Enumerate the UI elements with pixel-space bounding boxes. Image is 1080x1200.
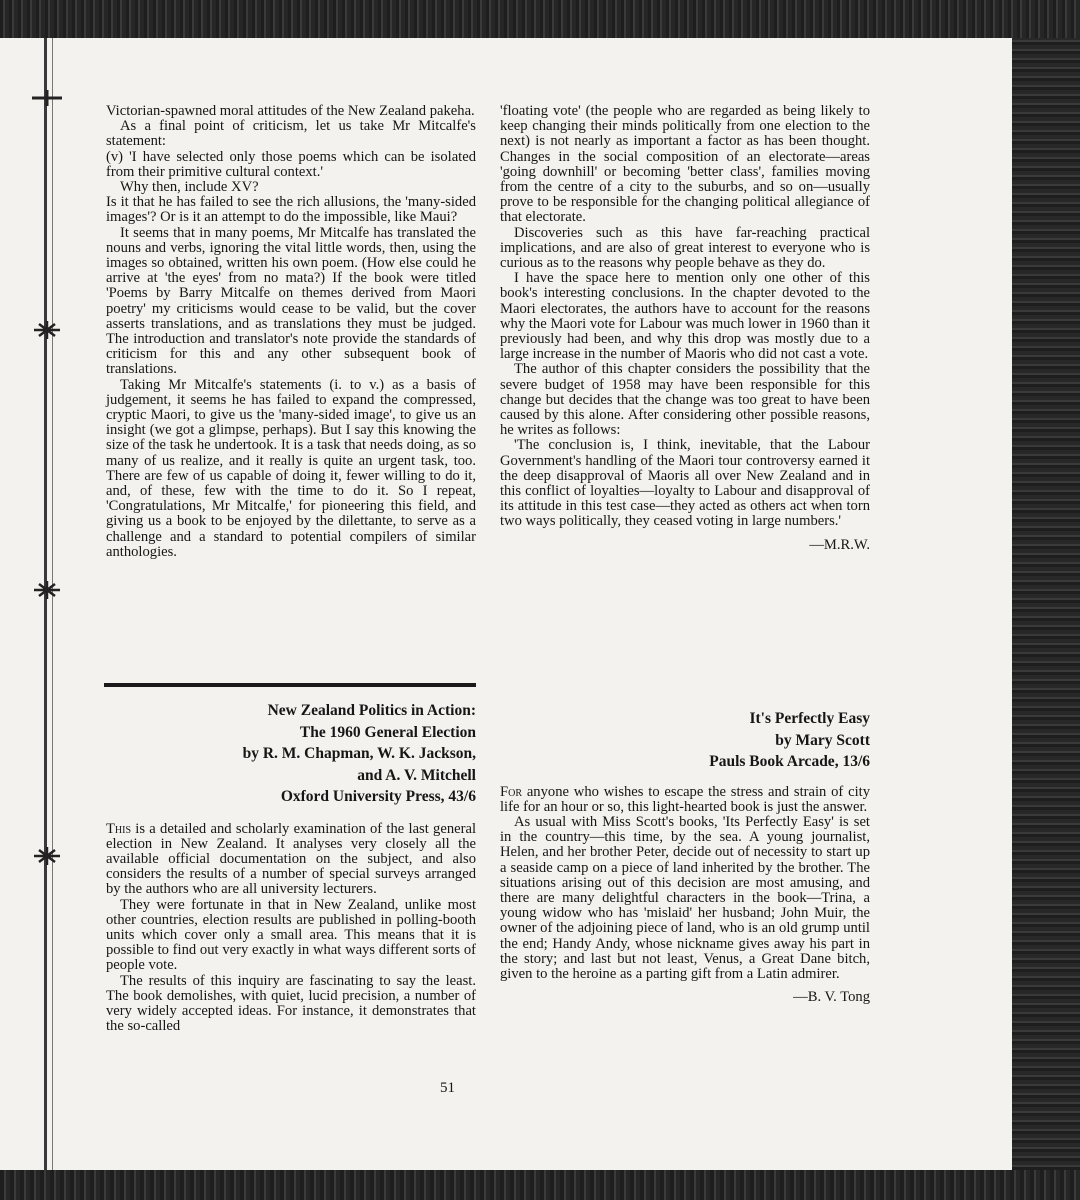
paragraph: As usual with Miss Scott's books, 'Its Perfectly Easy' is set in the country—this time, by the sea. A young journalist, Helen, and her brother Peter, decide out of necessity to start up a seaside camp on a piece of land inherited by the brother. The situations arising out of this decision are most amusing, and there are many delightful characters in the book—Trina, a young widow who has 'mislaid' her husband; John Muir, the owner of the adjoining piece of land, who is an old grump until the end; Handy Andy, whose nickname gives away his part in the story; and last but not least, Venus, a Great Dane bitch, given to the heroine as a parting gift from a Latin admirer. <box>500 813 870 982</box>
book-title: It's Perfectly Easy <box>749 710 870 727</box>
scan-border-bottom <box>0 1170 1080 1200</box>
paragraph: Is it that he has failed to see the rich allusions, the 'many-sided images'? Or is it an attempt to do the impossible, like Maui? <box>106 194 476 226</box>
book-publisher: Oxford University Press, 43/6 <box>280 788 476 805</box>
binding-ornament-icon <box>30 846 64 866</box>
binding-spine <box>44 38 47 1170</box>
paragraph: They were fortunate in that in New Zealand, unlike most other countries, election results are published in polling-booth units which cover only a small area. This means that it is possible to find out very exactly in what ways different sorts of people vote. <box>106 896 476 974</box>
paragraph-text: is a detailed and scholarly examination of the last general election in New Zealand. It analyses very closely all the available official documentation on the subject, and also considers the results of a number of special surveys arranged by the authors who are all university lecturers. <box>106 820 476 898</box>
paragraph-text: anyone who wishes to escape the stress and strain of city life for an hour or so, this light-hearted book is just the answer. <box>500 783 870 815</box>
quoted-statement: (v) 'I have selected only those poems which can be isolated from their primitive cultural context.' <box>106 148 476 180</box>
scan-border-right <box>1012 38 1080 1170</box>
binding-ornament-icon <box>30 580 64 600</box>
lead-word: This <box>106 820 132 837</box>
paragraph: Why then, include XV? <box>120 179 259 196</box>
page-sheet <box>0 38 1012 1170</box>
review-heading <box>500 708 870 773</box>
paragraph: 'floating vote' (the people who are regarded as being likely to keep changing their minds politically from one election to the next) is not nearly as important a factor as has been thought. Changes in the social composition of an electorate—areas 'going downhill' or becoming 'better class', families moving from the centre of a city to the suburbs, and so on—usually prove to be responsible for the changing political allegiance of that electorate. <box>500 103 870 226</box>
paragraph: Discoveries such as this have far-reaching practical implications, and are also of great interest to everyone who is curious as to the reasons why people behave as they do. <box>500 224 870 272</box>
section-divider <box>104 683 476 687</box>
paragraph: Victorian-spawned moral attitudes of the New Zealand pakeha. <box>106 103 475 119</box>
paragraph <box>106 822 476 898</box>
left-column <box>106 104 476 560</box>
book-title: New Zealand Politics in Action: <box>267 702 476 719</box>
paragraph: It seems that in many poems, Mr Mitcalfe has translated the nouns and verbs, ignoring the vital little words, then, using the images so obtained, written his own poem. (How else could he arrive at 'the eyes' from no mata?) If the book were titled 'Poems by Barry Mitcalfe on themes derived from Maori poetry' my criticisms would cease to be valid, but the cover asserts translations, and as translations they must be judged. The introduction and translator's note provide the standards of criticism for this and any other subsequent book of translations. <box>106 224 476 378</box>
book-publisher: Pauls Book Arcade, 13/6 <box>709 753 870 770</box>
page-number: 51 <box>440 1080 455 1096</box>
review-politics <box>106 700 476 1034</box>
binding-ornament-icon <box>30 320 64 340</box>
review-easy <box>500 708 870 1005</box>
right-column <box>500 104 870 553</box>
book-authors: and A. V. Mitchell <box>357 766 476 784</box>
binding-edge <box>52 38 53 1170</box>
scan-border-top <box>0 0 1080 38</box>
paragraph: The results of this inquiry are fascinating to say the least. The book demolishes, with quiet, lucid precision, a number of very widely accepted ideas. For instance, it demonstrates that the so-called <box>106 972 476 1035</box>
book-subtitle: The 1960 General Election <box>299 723 476 741</box>
lead-word: For <box>500 783 523 800</box>
signature: —B. V. Tong <box>793 989 870 1006</box>
paragraph: I have the space here to mention only one other of this book's interesting conclusions. In the chapter devoted to the Maori electorates, the authors have to account for the reasons why the Maori vote for Labour was much lower in 1960 than it previously had been, and why this drop was mostly due to a large increase in the number of Maoris who did not cast a vote. <box>500 270 870 363</box>
paragraph: Taking Mr Mitcalfe's statements (i. to v.) as a basis of judgement, it seems he has failed to expand the compressed, cryptic Maori, to give us the 'many-sided image', to give us an insight (we got a glimpse, perhaps). But I say this knowing the size of the task he undertook. It is a task that needs doing, as so many of us realize, and it really is quite an urgent task, too. There are few of us capable of doing it, fewer willing to do it, and, of these, few with the time to do it. So I repeat, 'Congratulations, Mr Mitcalfe,' for pioneering this field, and giving us a book to be enjoyed by the dilettante, to serve as a challenge and a standard to potential compilers of similar anthologies. <box>106 376 476 560</box>
paragraph: 'The conclusion is, I think, inevitable, that the Labour Government's handling of the Maori tour controversy earned it the deep disapproval of Maoris all over New Zealand and in this conflict of loyalties—loyalty to Labour and disapproval of its attitude in this test case—they acted as others act when torn two ways politically, they ceased voting in large numbers.' <box>500 437 870 530</box>
review-heading <box>106 700 476 808</box>
book-authors: by R. M. Chapman, W. K. Jackson, <box>242 745 476 762</box>
signature: —M.R.W. <box>809 536 870 553</box>
paragraph: The author of this chapter considers the possibility that the severe budget of 1958 may have been responsible for this change but decides that the change was too great to have been caused by this alone. After considering other possible reasons, he writes as follows: <box>500 361 870 439</box>
binding-ornament-icon <box>30 88 64 108</box>
book-author: by Mary Scott <box>775 731 870 749</box>
paragraph <box>500 785 870 815</box>
paragraph: As a final point of criticism, let us take Mr Mitcalfe's statement: <box>106 118 476 150</box>
